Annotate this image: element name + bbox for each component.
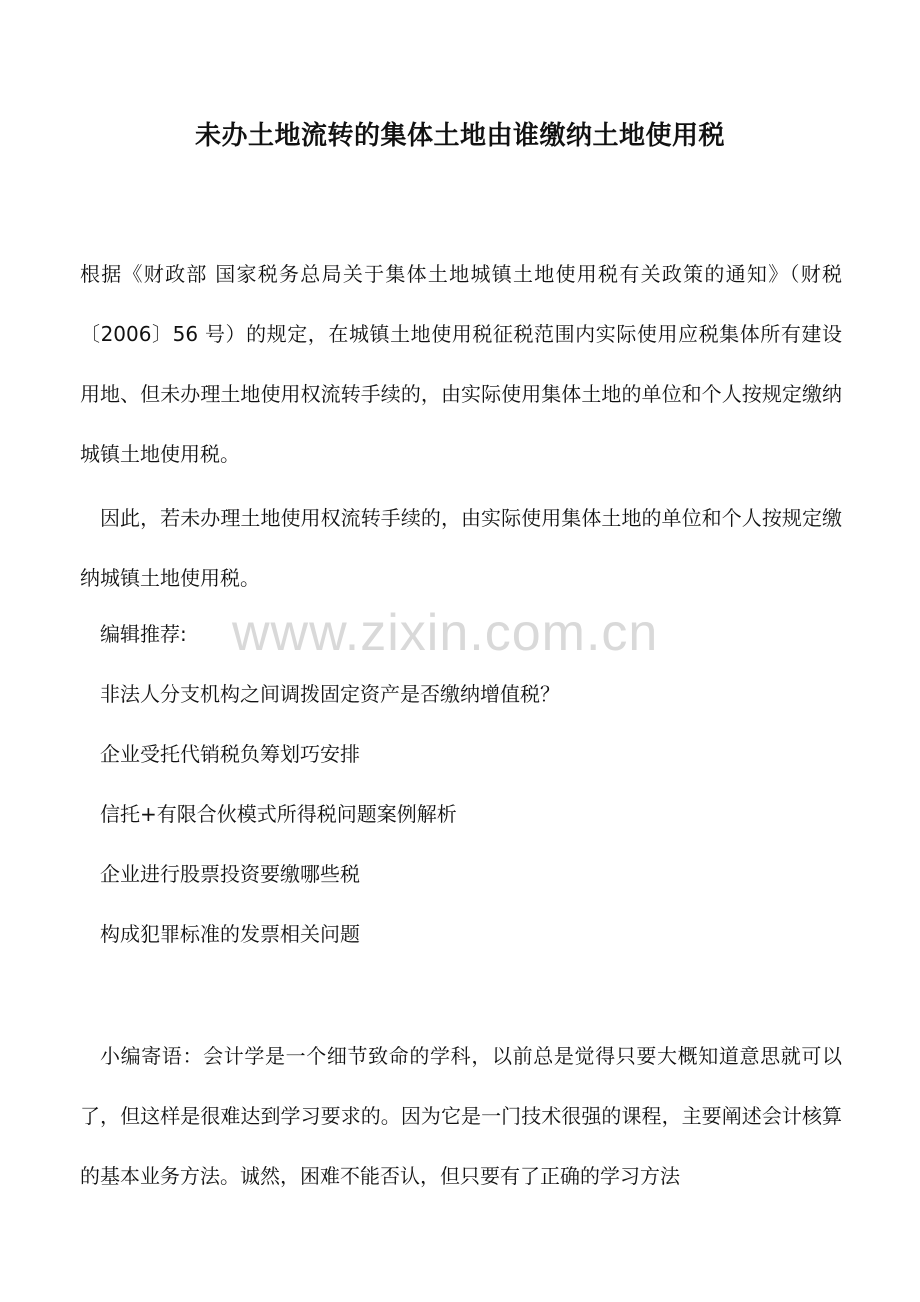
recommended-articles-list xyxy=(100,664,560,964)
body-paragraph-1: 根据《财政部 国家税务总局关于集体土地城镇土地使用税有关政策的通知》（财税〔2006〕56 号）的规定，在城镇土地使用税征税范围内实际使用应税集体所有建设用地、但未办理土地使用权流转手续的，由实际使用集体土地的单位和个人按规定缴纳城镇土地使用税。 xyxy=(80,262,842,466)
recommended-article-link[interactable]: 企业进行股票投资要缴哪些税 xyxy=(100,862,360,886)
recommended-article-link[interactable]: 企业受托代销税负筹划巧安排 xyxy=(100,742,360,766)
body-paragraph-2: 因此，若未办理土地使用权流转手续的，由实际使用集体土地的单位和个人按规定缴纳城镇土地使用税。 xyxy=(80,506,842,590)
site-watermark: www.zixin.com.cn xyxy=(232,604,659,662)
editor-closing-paragraph: 小编寄语：会计学是一个细节致命的学科，以前总是觉得只要大概知道意思就可以了，但这样是很难达到学习要求的。因为它是一门技术很强的课程，主要阐述会计核算的基本业务方法。诚然，困难不能否认，但只要有了正确的学习方法 xyxy=(80,1044,842,1188)
recommended-article-link[interactable]: 构成犯罪标准的发票相关问题 xyxy=(100,922,360,946)
editor-recommendation-label: 编辑推荐: xyxy=(100,622,187,646)
document-title: 未办土地流转的集体土地由谁缴纳土地使用税 xyxy=(194,121,725,151)
recommended-article-link[interactable]: 信托+有限合伙模式所得税问题案例解析 xyxy=(100,802,457,826)
recommended-article-link[interactable]: 非法人分支机构之间调拨固定资产是否缴纳增值税？ xyxy=(100,682,560,706)
